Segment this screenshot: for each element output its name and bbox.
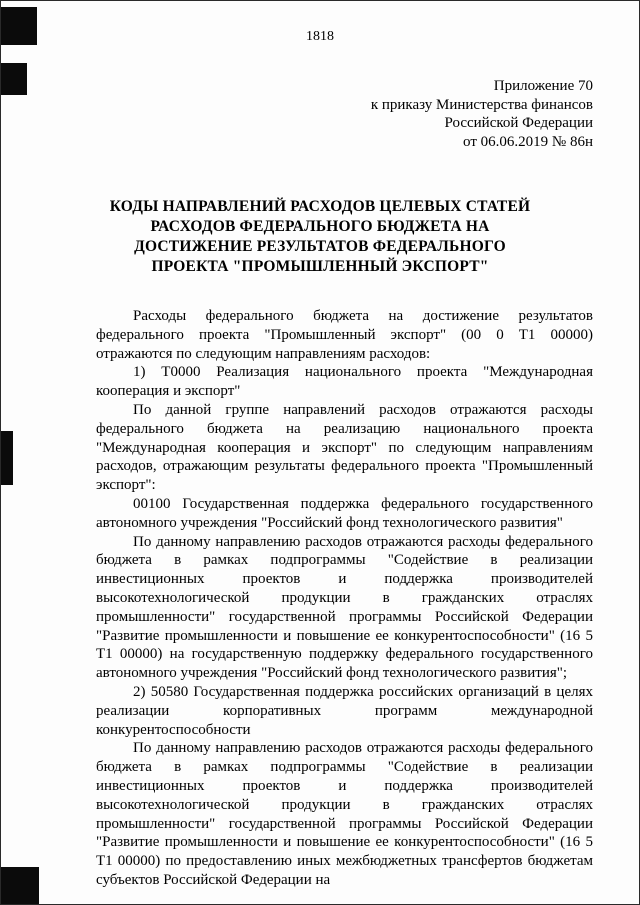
annex-header xyxy=(1,77,593,151)
paragraph-group-description: По данной группе направлений расходов отражаются расходы федерального бюджета на реализацию национального проекта "Международная кооперация и экспорт" по следующим направлениям расходов, отражающим результаты федерального проекта "Промышленный экспорт": xyxy=(96,401,593,494)
annex-line-4: от 06.06.2019 № 86н xyxy=(463,133,593,150)
paragraph-code-50580-description: По данному направлению расходов отражаются расходы федерального бюджета в рамках подпрограммы "Содействие в реализации инвестиционных проектов и поддержка производителей высокотехнологической продукции в гражданских отраслях промышленности" государственной программы Российской Федерации "Развитие промышленности и повышение ее конкурентоспособности" (16 5 Т1 00000) по предоставлению иных межбюджетных трансфертов бюджетам субъектов Российской Федерации на xyxy=(96,740,593,888)
annex-line-2: к приказу Министерства финансов xyxy=(370,96,593,113)
paragraph-item-1: 1) Т0000 Реализация национального проекта "Международная кооперация и экспорт" xyxy=(96,364,593,400)
scan-artifact-left-upper xyxy=(1,63,27,95)
scan-artifact-bottom-left xyxy=(1,867,39,905)
paragraph-item-2-code-50580: 2) 50580 Государственная поддержка российских организаций в целях реализации корпоративных программ международной конкурентоспособности xyxy=(96,683,593,738)
annex-line-1: Приложение 70 xyxy=(493,78,593,94)
paragraph-code-00100-description: По данному направлению расходов отражаются расходы федерального бюджета в рамках подпрограммы "Содействие в реализации инвестиционных проектов и поддержка производителей высокотехнологической продукции в гражданских отраслях промышленности" государственной программы Российской Федерации "Развитие промышленности и повышение ее конкурентоспособности" (16 5 Т1 00000) на государственную поддержку федерального государственного автономного учреждения "Российский фонд технологического развития"; xyxy=(96,533,593,682)
document-title: КОДЫ НАПРАВЛЕНИЙ РАСХОДОВ ЦЕЛЕВЫХ СТАТЕЙ РАСХОДОВ ФЕДЕРАЛЬНОГО БЮДЖЕТА НА ДОСТИЖЕНИЕ РЕЗУЛЬТАТОВ ФЕДЕРАЛЬНОГО ПРОЕКТА "ПРОМЫШЛЕННЫЙ ЭКСПОРТ" xyxy=(109,198,531,275)
paragraph-intro: Расходы федерального бюджета на достижение результатов федерального проекта "Промышленный экспорт" (00 0 Т1 00000) отражаются по следующим направлениям расходов: xyxy=(96,308,593,362)
annex-line-3: Российской Федерации xyxy=(444,115,593,131)
scan-artifact-left-middle xyxy=(1,431,13,485)
document-body xyxy=(96,307,593,890)
paragraph-code-00100: 00100 Государственная поддержка федерального государственного автономного учреждения "Российский фонд технологического развития" xyxy=(96,495,593,531)
page-number: 1818 xyxy=(306,29,334,44)
scan-artifact-top-left xyxy=(1,7,37,45)
